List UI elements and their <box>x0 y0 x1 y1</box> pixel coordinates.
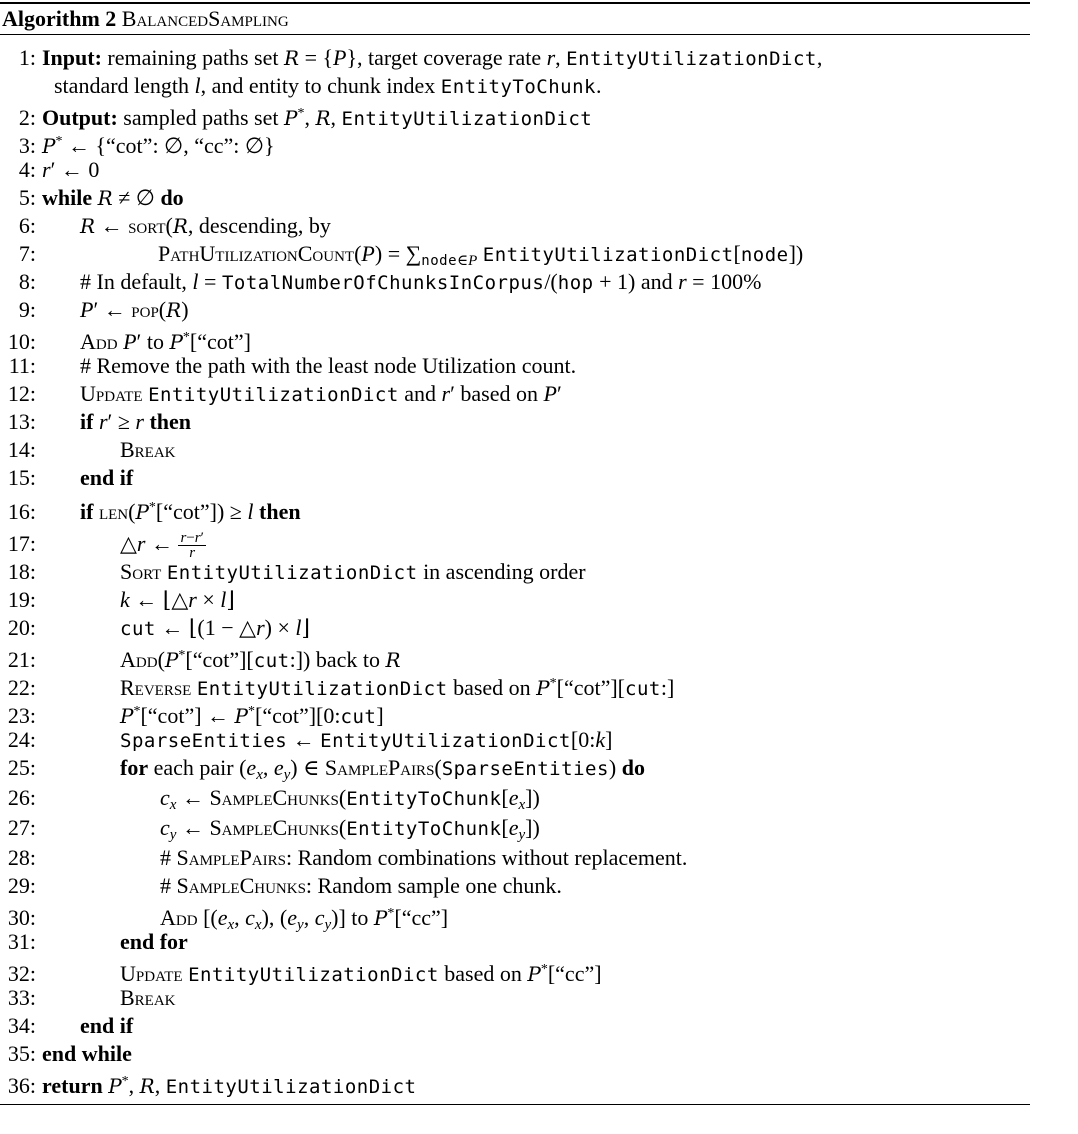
line-33: 33: Break <box>7 985 176 1010</box>
line-29: 29: # SampleChunks: Random sample one chunk. <box>7 873 562 898</box>
line-7: 7: PathUtilizationCount(P) = $\sum_{node\in P}$ EntityUtilizationDict[node]) <box>18 241 804 269</box>
line-11: 11: # Remove the path with the least node Utilization count. <box>8 353 577 378</box>
line-28: 28: # SamplePairs: Random combinations without replacement. <box>7 845 688 870</box>
line-20: 20: cut ← ⌊(1 − △r) × l⌋ <box>7 615 311 640</box>
line-13: 13: if r′ ≥ r then <box>7 409 192 434</box>
line-4: 4: r′ ← 0 <box>18 157 100 182</box>
line-35: 35: end while <box>7 1041 132 1066</box>
line-16: 16: if len(P*[“cot”]) ≥ l then <box>7 499 301 524</box>
line-1-cont: standard length l, and entity to chunk index EntityToChunk. <box>54 73 602 98</box>
top-rule <box>0 2 1030 4</box>
line-10: 10: Add P′ to P*[“cot”] <box>7 329 251 354</box>
line-9: 9: P′ ← pop(R) <box>18 297 189 322</box>
line-19: 19: k ← ⌊△r × l⌋ <box>7 587 235 612</box>
line-5: 5: while R ≠ ∅ do <box>18 185 184 210</box>
line-2: 2: Output: sampled paths set P*, R, EntityUtilizationDict <box>18 105 593 130</box>
line-26: 26: $c_x$ ← $SampleChunks(EntityToChunk[e_x])$ <box>7 785 540 813</box>
line-8: 8: # In default, l = TotalNumberOfChunksInCorpus/(hop + 1) and r = 100% <box>18 269 762 294</box>
line-22: 22: Reverse EntityUtilizationDict based on P*[“cot”][cut:] <box>7 675 675 700</box>
line-number: 1: <box>18 45 36 70</box>
line-3: 3: P* ← {“cot”: ∅, “cc”: ∅} <box>18 133 275 158</box>
line-27: 27: $c_y$ ← $SampleChunks(EntityToChunk[e_y])$ <box>7 815 540 843</box>
line-6: 6: R ← sort(R, descending, by <box>18 213 331 238</box>
algorithm-name: BalancedSampling <box>121 6 289 31</box>
line-15: 15: end if <box>7 465 134 490</box>
bottom-rule <box>0 1104 1030 1105</box>
title-rule <box>0 34 1030 35</box>
line-34: 34: end if <box>7 1013 134 1038</box>
algorithm-title <box>2 6 289 32</box>
line-1: 1: Input: remaining paths set R = {P}, target coverage rate r, EntityUtilizationDict, <box>0 44 822 72</box>
line-30: 30: Add [($e_x$, $c_x$), ($e_y$, $c_y$)] to P*[“cc”] <box>7 905 449 933</box>
line-23: 23: P*[“cot”] ← P*[“cot”][0:cut] <box>7 703 384 728</box>
line-17: 17: △r ← $\frac{r-r'}{r}$ <box>7 530 204 562</box>
line-24: 24: SparseEntities ← EntityUtilizationDict[0:k] <box>7 727 613 752</box>
line-21: 21: Add(P*[“cot”][cut:]) back to R <box>7 647 401 672</box>
algorithm-label: Algorithm 2 <box>2 6 117 31</box>
line-25: 25: for each pair ($e_x$, $e_y$) ∈ SamplePairs(SparseEntities) do <box>7 755 645 783</box>
line-36: 36: return P*, R, EntityUtilizationDict <box>7 1073 417 1098</box>
line-12: 12: Update EntityUtilizationDict and r′ based on P′ <box>7 381 562 406</box>
line-31: 31: end for <box>7 929 188 954</box>
line-18: 18: Sort EntityUtilizationDict in ascending order <box>7 559 586 584</box>
line-32: 32: Update EntityUtilizationDict based on P*[“cc”] <box>7 961 602 986</box>
line-14: 14: Break <box>7 437 176 462</box>
